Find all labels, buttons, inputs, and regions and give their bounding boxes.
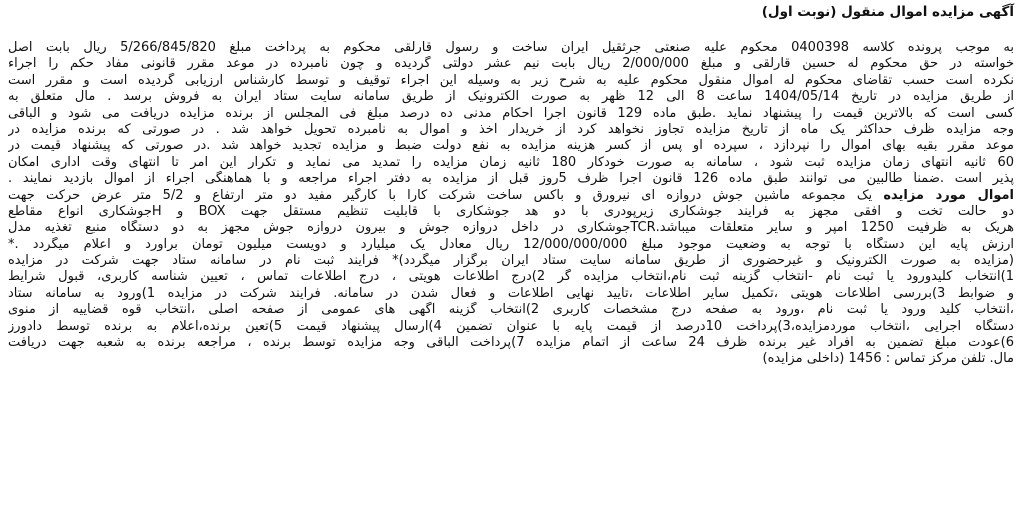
notice-line-items-heading: اموال مورد مزایده یک مجموعه ماشین جوش دروازه ای نیرورق و باکس ساخت شرکت کارا با کارگیر مفید دو متر ارتفاع و 5/2 متر عرض حرکت جهت	[8, 187, 1014, 203]
notice-line: (مزایده به صورت الکترونیک و غیرحضوری از طریق سامانه سایت ستاد ایران برگزار میگردد)* فرآیند ثبت نام در سامانه ستاد جهت شرکت در مزایده	[8, 253, 1014, 269]
notice-line: و ضوابط 3)بررسی اطلاعات هویتی ،تکمیل سایر اطلاعات ،تایید نهایی اطلاعات و فعال شدن در سامانه. فرآیند شرکت در مزایده 1)ورود به سامانه ستاد	[8, 285, 1014, 301]
notice-line: به موجب پرونده کلاسه 0400398 محکوم علیه صنعتی جرثقیل ایران ساخت و رسول قارلقی محکوم به پرداخت مبلغ 5/266/845/820 ریال بابت اصل	[8, 40, 1014, 55]
notice-line: هریک به ظرفیت 1250 آمپر و سایر متعلقات میباشد.TCRجوشکاری در داخل دروازه جوش و بیرون دروازه جوش مجهز به دو دستگاه منبع تغذیه مدل	[8, 220, 1014, 236]
notice-line: خواسته در حق محکوم له حسین قارلقی و مبلغ 2/000/000 ریال بابت نیم عشر دولتی گردیده و چون نامبرده در موعد مقرر قانونی مفاد حکم را اجراء	[8, 56, 1014, 72]
notice-line: از طریق مزایده در تاریخ 1404/05/14 ساعت 8 الی 12 ظهر به صورت الکترونیک از طریق سامانه سایت ستاد ایران به فروش برسد . مال متعلق به	[8, 89, 1014, 105]
notice-line: کسی است که بالاترین قیمت را پیشنهاد نماید .طبق ماده 129 قانون اجرا احکام مدنی ده درصد مبلغ فی المجلس از برنده مزایده دریافت می شود و الباقی	[8, 105, 1014, 121]
notice-line: دستگاه اجرایی ،انتخاب موردمزایده،3)پرداخت 10درصد از قیمت پایه با عنوان تضمین 4)ارسال پیشنهاد قیمت 5)تعین برنده،اعلام به برنده توسط دادورز	[8, 318, 1014, 334]
notice-line: ،انتخاب کلید ورود یا ثبت نام ،ورود به صفحه درج مشخصات کاربری 2)انتخاب گزینه آگهی های عمومی از صفحه اصلی ،انتخاب قوه قضاییه از منوی	[8, 302, 1014, 318]
notice-line: 1)انتخاب کلیدورود یا ثبت نام -انتخاب گزینه ثبت نام،انتخاب مزایده گر 2)درج اطلاعات هویتی ، درج اطلاعات تماس ، تعیین شناسه کاربری، قبول شرایط	[8, 269, 1014, 285]
notice-line: 60 ثانیه انتهای زمان مزایده ثبت شود ، سامانه به صورت خودکار 180 ثانیه زمان مزایده را تمدید می نماید و تکرار این امر تا انتهای وقت اداری امکان	[8, 154, 1014, 170]
notice-line: پذیر است .ضمناً طالبین می توانند طبق ماده 126 قانون اجرا ظرف 5روز قبل از مزایده به دفتر اجراء مراجعه و با هماهنگی اجراء از اموال بازدید نمایند .	[8, 171, 1014, 187]
notice-title: آگهی مزایده اموال منقول (نوبت اول)	[761, 4, 1014, 20]
notice-line: نکرده است حسب تقاضای محکوم له اموال منقول محکوم علیه به شرح زیر به وسیله این اجراء توقیف و توسط کارشناس ارزیابی گردیده است و مقرر است	[8, 72, 1014, 88]
notice-line: وجه مزایده ظرف حداکثر یک ماه از تاریخ مزایده تجاوز نخواهد کرد از خریدار اخذ و اموال به نامبرده تحویل خواهد شد . در صورتی که برنده مزایده در	[8, 121, 1014, 137]
notice-line-contact: مال. تلفن مرکز تماس : 1456 (داخلی مزایده)	[762, 351, 1014, 367]
notice-line: 6)عودت مبلغ تضمین به افراد غیر برنده ظرف 24 ساعت از اتمام مزایده 7)پرداخت الباقی وجه مزایده توسط برنده ، مراجعه برنده به شعبه جهت دریافت	[8, 335, 1014, 351]
notice-body	[8, 40, 1014, 368]
notice-line: ارزش پایه این دستگاه با توجه به وضعیت موجود مبلغ 12/000/000/000 ریال معادل یک میلیارد و دویست میلیون تومان برآورد و اعلام میگردد .*	[8, 236, 1014, 252]
items-heading-label: اموال مورد مزایده	[883, 187, 1014, 203]
notice-line: دو حالت تخت و افقی مجهز به فرآیند جوشکاری زیرپودری با دو هد جوشکاری با قابلیت تنظیم مستقل جهت BOX و Hجوشکاری انواع مقاطع	[8, 203, 1014, 219]
notice-line: موعد مقرر بقیه بهای اموال را نپردازد ، سپرده او پس از کسر هزینه مزایده به نفع دولت ضبط و مزایده تجدید خواهد شد .در صورتی که پیشنهاد قیمت در	[8, 138, 1014, 154]
